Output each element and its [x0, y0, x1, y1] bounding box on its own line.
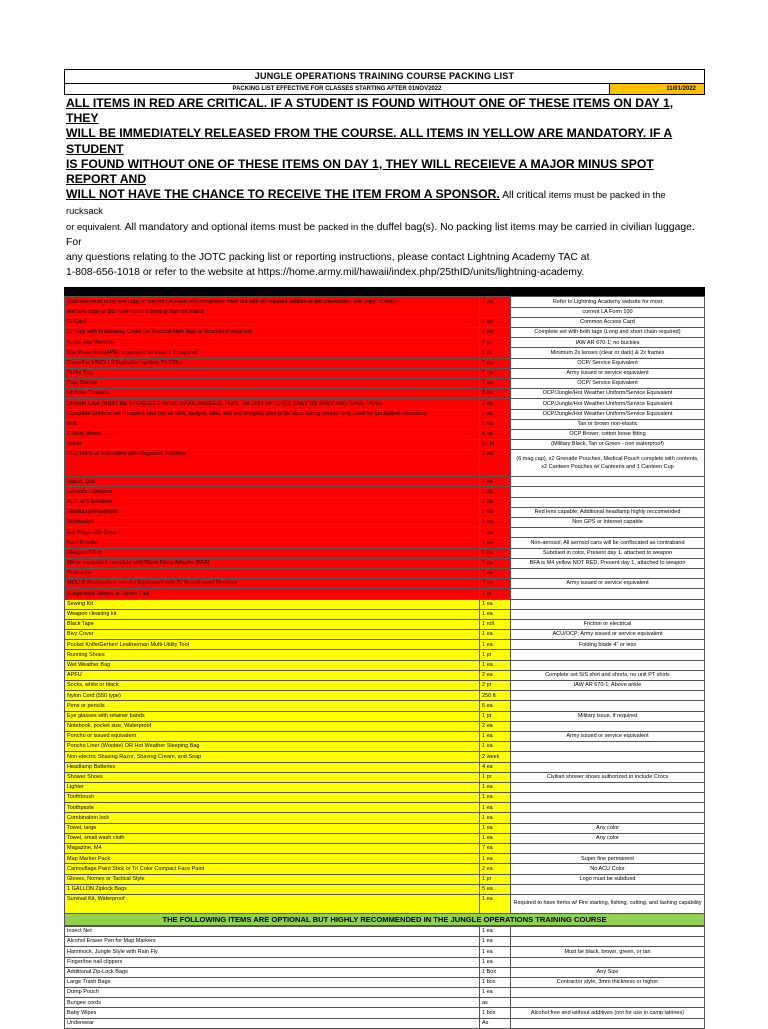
item-note: [511, 813, 705, 823]
item-description: Foot Powder: [65, 538, 480, 548]
notice-line-5-end: duffel bag(s). No packing list items may be carried in civilian luggage. For: [66, 221, 695, 248]
item-description: Camelback/MOLLE Hydration system 70-100oz: [65, 358, 480, 368]
item-description: Gloves, Nomex or Tactical Style: [65, 874, 480, 884]
item-quantity: 1 pr: [480, 650, 511, 660]
table-row: [65, 429, 705, 439]
table-row: [65, 579, 705, 589]
optional-items-table: [64, 926, 705, 1029]
item-description: Socks, white or black: [65, 681, 480, 691]
item-note: Army issued or service equivalent: [511, 731, 705, 741]
notice-line-5-small2: packed in the: [318, 220, 374, 232]
notice-line-4-small: items must be packed in the rucksack: [66, 189, 666, 217]
item-quantity: 1 ea: [480, 957, 511, 967]
table-row: [65, 670, 705, 680]
item-description: Cap, Boonie: [65, 378, 480, 388]
notice-line-4-bold: WILL NOT HAVE THE CHANCE TO RECEIVE THE ITEM FROM A SPONSOR.: [66, 187, 500, 202]
item-note: [511, 589, 705, 599]
table-row: [65, 660, 705, 670]
item-quantity: 1 ea: [480, 507, 511, 517]
item-quantity: 1 ea: [480, 854, 511, 864]
notice-line-3: IS FOUND WITHOUT ONE OF THESE ITEMS ON DAY 1, THEY WILL RECEIEVE A MAJOR MINUS SPOT REPORT AND: [66, 156, 654, 187]
item-note: Subdued in color, Present day 1, attached to weapon: [511, 548, 705, 558]
item-note: IAW AR 670-1; Above ankle: [511, 681, 705, 691]
document-title: JUNGLE OPERATIONS TRAINING COURSE PACKING LIST: [64, 69, 705, 84]
item-quantity: 1 ea: [480, 833, 511, 843]
item-note: [511, 988, 705, 998]
item-note: [511, 803, 705, 813]
item-description: Survival Kit, Waterproof: [65, 894, 480, 913]
item-quantity: 1 ea: [480, 793, 511, 803]
item-quantity: 1 ea: [480, 579, 511, 589]
item-note: [511, 528, 705, 538]
table-row: [65, 389, 705, 399]
item-description: Towel, small wash cloth: [65, 833, 480, 843]
item-quantity: 1 ea: [480, 378, 511, 388]
item-description: Running Shoes: [65, 650, 480, 660]
notice-line-5: [66, 219, 703, 250]
item-note: [511, 957, 705, 967]
item-description: Boots, Hot Weather: [65, 338, 480, 348]
notice-line-7: 1-808-656-1018 or refer to the website at https://home.army.mil/hawaii/index.php/25thID/units/lightning-academy.: [66, 267, 585, 279]
item-description: Uniform Coat (MUST BE STERILIZED W/ NO RANK, BADGES, TABS, OR UNIT PATCHES; ONLY US ARMY AND NAME TAPE): [65, 399, 480, 409]
item-description: Poncho Liner (Woobie) OR Hot Weather Sleeping Bag: [65, 742, 480, 752]
item-note: (6 mag cap), x2 Grenade Pouches, Medical Pouch complete with contents, x2 Canteen Pouches w/ Canteens and 1 Canteen Cup: [511, 450, 705, 477]
item-quantity: 2 pr: [480, 681, 511, 691]
item-description: Headlamp Batteries: [65, 762, 480, 772]
table-row: [65, 772, 705, 782]
item-description: ID Card: [65, 317, 480, 327]
table-row: [65, 558, 705, 568]
item-quantity: 1 ea: [480, 894, 511, 913]
item-description: Poncho or issued equivalent: [65, 731, 480, 741]
item-quantity: 1 ea: [480, 731, 511, 741]
header-divider: [64, 287, 705, 296]
table-row: [65, 307, 705, 317]
item-note: Common Access Card: [511, 317, 705, 327]
item-note: [511, 998, 705, 1008]
table-row: [65, 548, 705, 558]
table-row: [65, 568, 705, 578]
item-quantity: 1 ea: [480, 640, 511, 650]
table-row: [65, 477, 705, 487]
table-row: [65, 450, 705, 477]
table-row: [65, 711, 705, 721]
table-row: [65, 497, 705, 507]
item-quantity: 1 box: [480, 977, 511, 987]
item-description: Toothbrush: [65, 793, 480, 803]
item-quantity: 1 ea: [480, 419, 511, 429]
table-row: [65, 926, 705, 936]
item-note: Super fine permanent: [511, 854, 705, 864]
item-note: Military issue, if required: [511, 711, 705, 721]
notice-line-4-tail: All critical: [499, 190, 549, 202]
item-quantity: 1 set: [480, 328, 511, 338]
item-note: [511, 477, 705, 487]
item-quantity: 1 ea: [480, 947, 511, 957]
notice-line-1: ALL ITEMS IN RED ARE CRITICAL. IF A STUDENT IS FOUND WITHOUT ONE OF THESE ITEMS ON DAY 1, THEY: [66, 96, 674, 126]
item-description: Suspended Strives or Flicker Pad: [65, 589, 480, 599]
item-quantity: 1 ea: [480, 803, 511, 813]
item-description: Pens or pencils: [65, 701, 480, 711]
item-quantity: 7 ea: [480, 844, 511, 854]
item-note: IAW AR 670-1; no buckles: [511, 338, 705, 348]
table-row: [65, 998, 705, 1008]
item-description: Sewing Kit: [65, 599, 480, 609]
table-row: [65, 650, 705, 660]
item-note: [511, 650, 705, 660]
item-quantity: 1 ea: [480, 926, 511, 936]
item-description: Additional Zip-Lock Bags: [65, 967, 480, 977]
item-description: Ear Plugs with Case: [65, 528, 480, 538]
item-description: Watch, Dial: [65, 477, 480, 487]
notice-line-5-tail: All mandatory and optional items must be: [122, 221, 319, 233]
table-row: [65, 823, 705, 833]
item-note: Folding blade 4" or less: [511, 640, 705, 650]
item-note: [511, 742, 705, 752]
table-row: [65, 599, 705, 609]
table-row: [65, 681, 705, 691]
item-note: [511, 1018, 705, 1028]
item-quantity: 1 ea: [480, 487, 511, 497]
item-description: MOLLE Rucksack or service Equivalent with 2x Sustainment Pouches: [65, 579, 480, 589]
item-quantity: 3 ea: [480, 399, 511, 409]
item-quantity: 1 ea: [480, 937, 511, 947]
table-row: [65, 691, 705, 701]
item-description: Duffel Bag: [65, 368, 480, 378]
item-note: Non GPS or Internet capable: [511, 518, 705, 528]
table-row: [65, 440, 705, 450]
item-quantity: as: [480, 998, 511, 1008]
item-note: [511, 487, 705, 497]
table-row: [65, 762, 705, 772]
item-description: Map Marker Pack: [65, 854, 480, 864]
table-row: [65, 640, 705, 650]
notice-line-5-small: or equivalent.: [66, 220, 123, 232]
table-row: [65, 1008, 705, 1018]
item-quantity: 5 ea: [480, 429, 511, 439]
packing-list-sheet: [64, 69, 705, 1029]
table-row: [65, 317, 705, 327]
table-row: [65, 507, 705, 517]
item-note: [511, 752, 705, 762]
item-description: Lighter: [65, 782, 480, 792]
item-quantity: [480, 307, 511, 317]
item-description: 1 GALLON Ziplock Bags: [65, 884, 480, 894]
table-row: [65, 947, 705, 957]
table-row: [65, 957, 705, 967]
item-quantity: 1 ea: [480, 368, 511, 378]
item-quantity: 1 ea: [480, 317, 511, 327]
item-description: Lensatic Compass: [65, 487, 480, 497]
item-description: ACH or Equivalent: [65, 497, 480, 507]
item-note: Any color: [511, 823, 705, 833]
item-description: Underwear: [65, 1018, 480, 1028]
item-quantity: 3 ea: [480, 389, 511, 399]
item-note: Red lens capable; Additional headlamp highly reccomended: [511, 507, 705, 517]
table-row: [65, 742, 705, 752]
table-row: [65, 884, 705, 894]
item-quantity: 1 ea: [480, 660, 511, 670]
item-note: Army issued or service equivalent: [511, 579, 705, 589]
item-quantity: 2 ea: [480, 670, 511, 680]
item-quantity: 1 ea: [480, 823, 511, 833]
item-description: Finger/toe nail clippers: [65, 957, 480, 967]
item-note: OCP/Jungle/Hot Weather Uniform/Service Equivalent: [511, 389, 705, 399]
item-note: [511, 660, 705, 670]
item-description: Combination lock: [65, 813, 480, 823]
table-row: [65, 609, 705, 619]
item-quantity: 5 ea: [480, 701, 511, 711]
item-note: Any color: [511, 833, 705, 843]
item-description: Complete Uniform set (Trousers and Top w/ rank, badges, tabs, and unit insignia) (Not to be worn during course; only used for graduation ceremony): [65, 409, 480, 419]
effective-date: 11/01/2022: [609, 84, 704, 94]
item-quantity: 1 ea: [480, 409, 511, 419]
item-note: [511, 844, 705, 854]
item-quantity: 1 pr: [480, 711, 511, 721]
table-row: [65, 378, 705, 388]
item-note: Non-aerosol; All aerosol cans will be confiscated as contraband: [511, 538, 705, 548]
item-quantity: 12 pr: [480, 440, 511, 450]
item-description: M4 or equivalent complete with Blank Firing Adapter (BFA): [65, 558, 480, 568]
item-quantity: 1 ea: [480, 518, 511, 528]
notice-line-2: WILL BE IMMEDIATELY RELEASED FROM THE COURSE. ALL ITEMS IN YELLOW ARE MANDATORY. IF A STUDENT: [66, 126, 673, 156]
item-description: Black Tape: [65, 619, 480, 629]
item-description: APFU: [65, 670, 480, 680]
table-row: [65, 721, 705, 731]
critical-notice: [64, 95, 705, 280]
item-quantity: 1 ea: [480, 477, 511, 487]
item-description: Bungee cords: [65, 998, 480, 1008]
item-description: Students must bring one copy of current LA Form 100 completely filled out with all required additional documentation, one copy DD4/ETP: [65, 297, 480, 307]
item-description: Headlamp/Flashlight: [65, 507, 480, 517]
table-row: [65, 793, 705, 803]
item-note: [511, 937, 705, 947]
required-items-table: [64, 296, 705, 914]
optional-banner: THE FOLLOWING ITEMS ARE OPTIONAL BUT HIGHLY RECOMMENDED IN THE JUNGLE OPERATIONS TRAINING COURSE: [64, 914, 705, 926]
item-quantity: 1 ea: [480, 609, 511, 619]
item-description: ID Tags with Breakaway Chain (w/ Medical Alert Tags or Bracelet if required): [65, 328, 480, 338]
item-quantity: 1 box: [480, 1008, 511, 1018]
table-row: [65, 731, 705, 741]
table-row: [65, 348, 705, 358]
item-note: Alcohol free and without additives (not for use in camp latrines): [511, 1008, 705, 1018]
table-row: [65, 874, 705, 884]
item-quantity: 1 ea: [480, 599, 511, 609]
item-quantity: 1 ea: [480, 742, 511, 752]
effective-text: PACKING LIST EFFECTIVE FOR CLASSES STARTING AFTER 01NOV2022: [232, 86, 442, 92]
table-row: [65, 854, 705, 864]
item-note: Minimum 2x lenses (clear or dark) & 2x frames: [511, 348, 705, 358]
item-note: [511, 782, 705, 792]
table-row: [65, 338, 705, 348]
table-row: [65, 328, 705, 338]
item-quantity: 2 ea: [480, 864, 511, 874]
item-description: Non-electric Shaving Razor, Shaving Cream, and Soap: [65, 752, 480, 762]
table-row: [65, 782, 705, 792]
item-quantity: 1 pr: [480, 772, 511, 782]
item-quantity: 250 ft: [480, 691, 511, 701]
item-note: Army issued or service equivalent: [511, 368, 705, 378]
item-note: Required to have items w/ Fire starting, fishing, cutting, and lashing capability: [511, 894, 705, 913]
item-note: ACU/OCP; Army issued or service equivalent: [511, 630, 705, 640]
item-note: Civilian shower shoes authorized to include Crocs: [511, 772, 705, 782]
item-note: OCP/ Service Equivalent: [511, 358, 705, 368]
item-note: OCP/ Service Equivalent: [511, 378, 705, 388]
item-note: Friction or electrical: [511, 619, 705, 629]
item-note: [511, 793, 705, 803]
table-row: [65, 409, 705, 419]
item-description: Belt: [65, 419, 480, 429]
table-row: [65, 399, 705, 409]
table-row: [65, 630, 705, 640]
item-quantity: 1 ea: [480, 538, 511, 548]
table-row: [65, 358, 705, 368]
table-row: [65, 528, 705, 538]
item-quantity: 1 ea: [480, 358, 511, 368]
item-description: Eye Protection (APEL approved) w/ inserts if required: [65, 348, 480, 358]
item-note: [511, 609, 705, 619]
item-description: Alcohol Eraser Pen for Map Markers: [65, 937, 480, 947]
item-description: Eye glasses with retainer bands: [65, 711, 480, 721]
item-quantity: 1 ea: [480, 548, 511, 558]
item-description: Magazine, M4: [65, 844, 480, 854]
item-description: Weapon Sling: [65, 548, 480, 558]
item-note: No ACU Color: [511, 864, 705, 874]
item-description: Weapon cleaning kit: [65, 609, 480, 619]
item-note: (Military Black, Tan or Green - non waterproof): [511, 440, 705, 450]
item-description: Nylon Cord (550 type): [65, 691, 480, 701]
item-quantity: 1 ea: [480, 782, 511, 792]
item-note: Must be black, brown, green, or tan: [511, 947, 705, 957]
item-quantity: 1 ea: [480, 813, 511, 823]
item-description: and one copy of DD Form 1610 if coming from off island: [65, 307, 480, 317]
item-description: Bivy Cover: [65, 630, 480, 640]
item-note: [511, 762, 705, 772]
item-note: Tan or brown non-elastic: [511, 419, 705, 429]
item-description: Socks: [65, 440, 480, 450]
item-quantity: 1 ea: [480, 558, 511, 568]
item-note: OCP Brown; cotton loose fitting: [511, 429, 705, 439]
item-note: OCP/Jungle/Hot Weather Uniform/Service Equivalent: [511, 399, 705, 409]
item-quantity: 1 pr: [480, 589, 511, 599]
item-quantity: 1 ea: [480, 497, 511, 507]
table-row: [65, 619, 705, 629]
item-note: [511, 701, 705, 711]
notice-line-4: [66, 187, 703, 218]
item-quantity: 1 ea: [480, 988, 511, 998]
item-note: Any Size: [511, 967, 705, 977]
item-note: OCP/Jungle/Hot Weather Uniform/Service Equivalent: [511, 409, 705, 419]
table-row: [65, 701, 705, 711]
table-row: [65, 833, 705, 843]
item-note: BFA is M4 yellow NOT RED, Present day 1, attached to weapon: [511, 558, 705, 568]
item-quantity: As: [480, 1018, 511, 1028]
item-description: Protractor: [65, 568, 480, 578]
item-description: Camouflage Paint Stick or Tri Color Compact Face Paint: [65, 864, 480, 874]
item-quantity: 1 ea: [480, 297, 511, 307]
item-note: [511, 926, 705, 936]
item-quantity: 1 ea: [480, 568, 511, 578]
item-quantity: 2 week: [480, 752, 511, 762]
item-quantity: 4 ea: [480, 762, 511, 772]
item-note: Complete set with both tags (Long and short chain required): [511, 328, 705, 338]
item-description: Pocket Knife/Gerber/ Leatherman Multi-Utility Tool: [65, 640, 480, 650]
item-note: Complete set S/S shirt and shorts, no unit PT shirts: [511, 670, 705, 680]
item-note: [511, 497, 705, 507]
item-quantity: 5 ea: [480, 884, 511, 894]
table-row: [65, 967, 705, 977]
item-quantity: 1 pr: [480, 348, 511, 358]
item-quantity: 2 pr: [480, 338, 511, 348]
table-row: [65, 752, 705, 762]
item-quantity: 1 Box: [480, 967, 511, 977]
item-quantity: 1 ea: [480, 528, 511, 538]
table-row: [65, 538, 705, 548]
item-description: Wristwatch: [65, 518, 480, 528]
item-note: Logo must be subdued: [511, 874, 705, 884]
table-row: [65, 813, 705, 823]
table-row: [65, 487, 705, 497]
item-description: Hammock, Jungle Style with Rain Fly: [65, 947, 480, 957]
item-description: Toothpaste: [65, 803, 480, 813]
notice-line-6: any questions relating to the JOTC packing list or reporting instructions, please contact Lightning Academy TAC at: [66, 252, 590, 264]
item-description: Towel, large: [65, 823, 480, 833]
table-row: [65, 844, 705, 854]
item-note: Refer to Lightning Academy website for most: [511, 297, 705, 307]
item-quantity: 1 pr: [480, 874, 511, 884]
table-row: [65, 803, 705, 813]
table-row: [65, 937, 705, 947]
item-description: Notebook, pocket size, Waterproof: [65, 721, 480, 731]
effective-row: [64, 84, 705, 95]
item-description: Shower Shoes: [65, 772, 480, 782]
item-description: Wet Weather Bag: [65, 660, 480, 670]
item-note: Contractor style, 3mm thickness or higher: [511, 977, 705, 987]
item-quantity: 1 ea: [480, 630, 511, 640]
item-note: [511, 721, 705, 731]
item-description: Dump Pouch: [65, 988, 480, 998]
table-row: [65, 419, 705, 429]
item-note: [511, 568, 705, 578]
item-note: [511, 691, 705, 701]
item-description: T-Shirt, Brown: [65, 429, 480, 439]
item-quantity: 1 roll: [480, 619, 511, 629]
item-description: FLC/TAPS or Equivalent with Magazine Pouches: [65, 450, 480, 477]
table-row: [65, 977, 705, 987]
item-quantity: 2 ea: [480, 721, 511, 731]
item-description: Insect Net: [65, 926, 480, 936]
table-row: [65, 988, 705, 998]
table-row: [65, 368, 705, 378]
item-description: Uniform Trousers: [65, 389, 480, 399]
table-row: [65, 1018, 705, 1028]
item-note: [511, 599, 705, 609]
table-row: [65, 864, 705, 874]
item-quantity: 1 ea: [480, 450, 511, 477]
table-row: [65, 297, 705, 307]
item-note: current LA Form 100: [511, 307, 705, 317]
item-description: Baby Wipes: [65, 1008, 480, 1018]
item-note: [511, 884, 705, 894]
table-row: [65, 589, 705, 599]
table-row: [65, 894, 705, 913]
table-row: [65, 518, 705, 528]
item-description: Large Trash Bags: [65, 977, 480, 987]
